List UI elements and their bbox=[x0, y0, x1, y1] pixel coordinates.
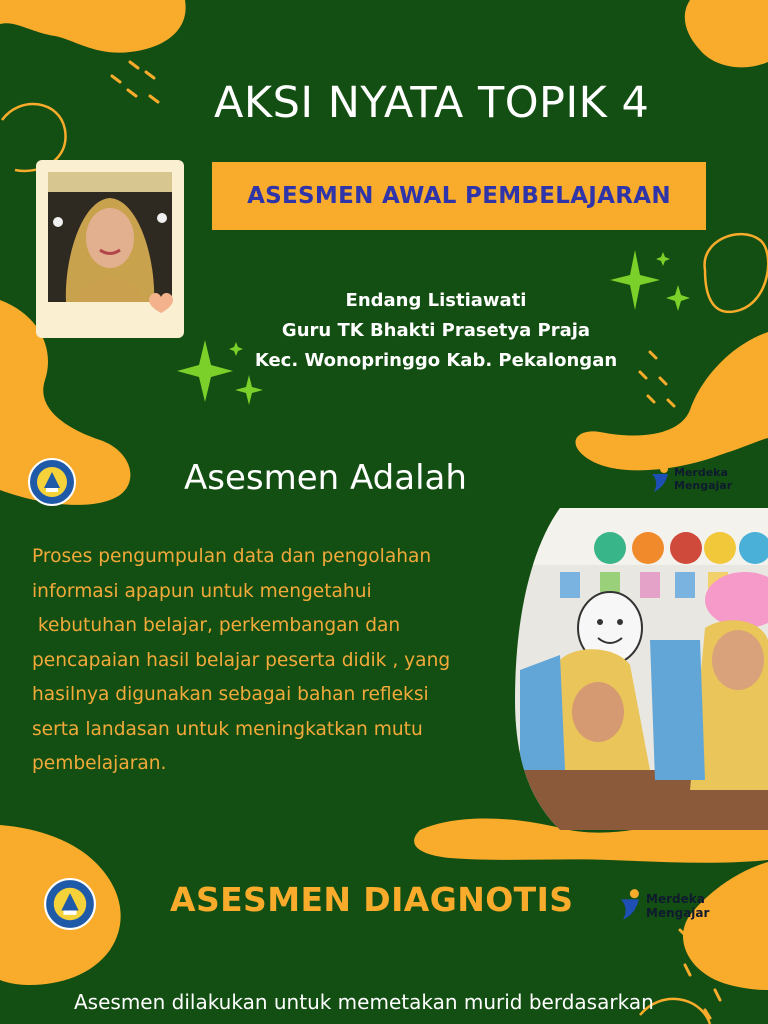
diagnostic-heading: ASESMEN DIAGNOTIS bbox=[170, 880, 574, 919]
orange-blob-top-right bbox=[685, 0, 768, 67]
definition-line: serta landasan untuk meningkatkan mutu bbox=[32, 718, 423, 740]
author-name: Endang Listiawati bbox=[345, 290, 527, 311]
diagnostic-text: Asesmen dilakukan untuk memetakan murid berdasarkan bbox=[74, 990, 654, 1014]
author-location: Kec. Wonopringgo Kab. Pekalongan bbox=[254, 350, 618, 371]
definition-line: pencapaian hasil belajar peserta didik , yang bbox=[32, 649, 451, 671]
definition-line: pembelajaran. bbox=[32, 753, 167, 774]
merdeka-line1: Merdeka bbox=[646, 892, 705, 906]
children-photo bbox=[510, 505, 768, 840]
orange-blob-top-left bbox=[0, 0, 186, 53]
definition-paragraph bbox=[32, 540, 522, 782]
kemendikbud-logo bbox=[44, 878, 96, 930]
kemendikbud-logo bbox=[28, 458, 76, 506]
definition-line: informasi apapun untuk mengetahui bbox=[32, 580, 372, 602]
merdeka-mengajar-logo bbox=[618, 888, 644, 922]
definition-heading: Asesmen Adalah bbox=[184, 458, 467, 498]
merdeka-mengajar-logo bbox=[650, 464, 672, 494]
merdeka-line2: Mengajar bbox=[674, 479, 733, 492]
author-info bbox=[236, 286, 636, 376]
dash-marks-right bbox=[640, 352, 674, 406]
definition-line: kebutuhan belajar, perkembangan dan bbox=[32, 615, 401, 636]
definition-line: Proses pengumpulan data dan pengolahan bbox=[32, 546, 432, 567]
merdeka-line1: Merdeka bbox=[674, 466, 728, 479]
outline-curve-right bbox=[705, 234, 768, 312]
author-photo bbox=[36, 160, 184, 338]
subtitle-banner bbox=[212, 162, 706, 230]
subtitle-banner-text: ASESMEN AWAL PEMBELAJARAN bbox=[247, 183, 671, 209]
merdeka-line2: Mengajar bbox=[646, 906, 710, 920]
definition-line: hasilnya digunakan sebagai bahan refleksi bbox=[32, 684, 429, 705]
author-role: Guru TK Bhakti Prasetya Praja bbox=[281, 320, 591, 341]
page-title: AKSI NYATA TOPIK 4 bbox=[214, 78, 650, 128]
merdeka-mengajar-label bbox=[646, 892, 709, 920]
orange-blob-bottom-right bbox=[683, 862, 768, 990]
merdeka-mengajar-label bbox=[674, 466, 732, 492]
author-photo-frame bbox=[36, 160, 184, 338]
